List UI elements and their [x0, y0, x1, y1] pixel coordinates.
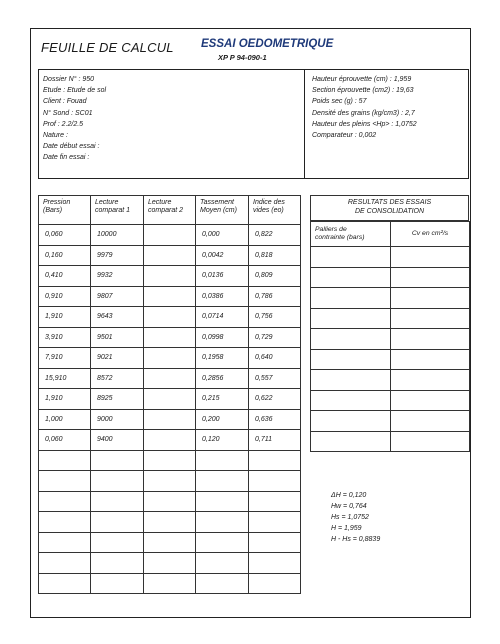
- results-row: [311, 329, 470, 350]
- table-cell: [144, 286, 196, 307]
- results-cell: [391, 411, 470, 432]
- table-cell: [144, 368, 196, 389]
- table-cell: [91, 532, 144, 553]
- specimen-height: Hauteur éprouvette (cm) : 1,959: [312, 76, 412, 83]
- table-cell: [144, 553, 196, 574]
- table-cell: [196, 512, 249, 533]
- table-row: [39, 450, 301, 471]
- table-cell: 9501: [91, 327, 144, 348]
- results-row: [311, 431, 470, 452]
- column-header-line: Pression: [43, 199, 71, 206]
- table-cell: 1,000: [39, 409, 91, 430]
- table-cell: [196, 573, 249, 594]
- table-row: [39, 409, 301, 430]
- results-cell: [391, 308, 470, 329]
- hs-value: Hs = 1,0752: [331, 514, 369, 521]
- table-cell: 7,910: [39, 348, 91, 369]
- table-row: [39, 368, 301, 389]
- table-cell: [249, 512, 301, 533]
- table-cell: [144, 409, 196, 430]
- table-cell: 0,410: [39, 266, 91, 287]
- table-cell: [39, 573, 91, 594]
- specimen-section: Section éprouvette (cm2) : 19,63: [312, 87, 414, 95]
- table-cell: 9400: [91, 430, 144, 451]
- table-cell: 0,060: [39, 225, 91, 246]
- results-row: [311, 247, 470, 268]
- standard-reference: XP P 94-090-1: [218, 53, 267, 62]
- table-row: [39, 471, 301, 492]
- table-cell: [196, 450, 249, 471]
- table-cell: 3,910: [39, 327, 91, 348]
- results-cell: [311, 288, 391, 309]
- column-header-line: (Bars): [43, 207, 63, 214]
- table-cell: 9021: [91, 348, 144, 369]
- table-cell: [144, 225, 196, 246]
- table-cell: [91, 553, 144, 574]
- table-cell: [39, 553, 91, 574]
- table-cell: 0,060: [39, 430, 91, 451]
- stress-steps-header-line2: contrainte (bars): [315, 234, 365, 241]
- results-cell: [391, 288, 470, 309]
- table-cell: [249, 553, 301, 574]
- cv-header: Cv en cm²/s: [391, 222, 470, 247]
- table-cell: [39, 491, 91, 512]
- table-cell: 0,0386: [196, 286, 249, 307]
- end-date: Date fin essai :: [43, 154, 90, 162]
- column-header: [91, 196, 144, 225]
- table-row: [39, 307, 301, 328]
- column-header-line: Moyen (cm): [200, 207, 237, 214]
- table-cell: 15,910: [39, 368, 91, 389]
- table-cell: [249, 532, 301, 553]
- table-cell: [39, 512, 91, 533]
- column-header-line: Lecture: [95, 199, 119, 206]
- column-header: [249, 196, 301, 225]
- table-cell: [39, 471, 91, 492]
- results-cell: [311, 390, 391, 411]
- results-row: [311, 349, 470, 370]
- results-cell: [311, 349, 391, 370]
- table-cell: 9979: [91, 245, 144, 266]
- table-cell: 0,557: [249, 368, 301, 389]
- table-cell: 0,910: [39, 286, 91, 307]
- table-row: [39, 245, 301, 266]
- table-cell: 0,0998: [196, 327, 249, 348]
- table-cell: [39, 532, 91, 553]
- delta-h: ΔH = 0,120: [331, 492, 367, 499]
- sample-info-right: [312, 74, 417, 141]
- results-cell: [311, 431, 391, 452]
- etude: Etude : Etude de sol: [43, 87, 107, 95]
- column-header-line: Lecture: [148, 199, 172, 206]
- results-cell: [311, 247, 391, 268]
- table-cell: [249, 491, 301, 512]
- results-cell: [311, 267, 391, 288]
- results-cell: [391, 329, 470, 350]
- table-row: [39, 491, 301, 512]
- table-cell: 0,786: [249, 286, 301, 307]
- table-cell: 1,910: [39, 389, 91, 410]
- table-cell: 0,729: [249, 327, 301, 348]
- table-cell: 0,622: [249, 389, 301, 410]
- table-cell: [196, 491, 249, 512]
- measurements-table: [38, 195, 301, 594]
- table-cell: [39, 450, 91, 471]
- table-cell: 0,200: [196, 409, 249, 430]
- results-row: [311, 390, 470, 411]
- table-cell: [196, 471, 249, 492]
- table-row: [39, 266, 301, 287]
- table-cell: [144, 450, 196, 471]
- h-value: H = 1,959: [331, 525, 362, 532]
- table-cell: [249, 450, 301, 471]
- table-cell: 10000: [91, 225, 144, 246]
- table-cell: [196, 553, 249, 574]
- table-cell: [144, 245, 196, 266]
- table-cell: [91, 512, 144, 533]
- grain-density: Densité des grains (kg/cm3) : 2,7: [312, 109, 415, 117]
- table-cell: 0,215: [196, 389, 249, 410]
- results-cell: [391, 370, 470, 391]
- table-cell: [91, 573, 144, 594]
- table-cell: 0,822: [249, 225, 301, 246]
- measurements-header-row: [39, 196, 301, 225]
- client: Client : Fouad: [43, 98, 87, 106]
- summary-values: [331, 490, 380, 545]
- results-cell: [391, 349, 470, 370]
- results-row: [311, 308, 470, 329]
- table-row: [39, 327, 301, 348]
- start-date: Date début essai :: [43, 143, 100, 151]
- table-row: [39, 430, 301, 451]
- table-cell: 0,0714: [196, 307, 249, 328]
- sample-info-left: [43, 74, 106, 164]
- table-cell: [144, 430, 196, 451]
- results-row: [311, 411, 470, 432]
- table-cell: [91, 471, 144, 492]
- table-cell: [144, 327, 196, 348]
- table-row: [39, 389, 301, 410]
- table-cell: 0,640: [249, 348, 301, 369]
- results-cell: [391, 390, 470, 411]
- table-cell: 9643: [91, 307, 144, 328]
- table-cell: [144, 512, 196, 533]
- table-cell: [196, 532, 249, 553]
- table-cell: [91, 450, 144, 471]
- results-row: [311, 288, 470, 309]
- table-cell: 8572: [91, 368, 144, 389]
- results-row: [311, 267, 470, 288]
- table-cell: [144, 307, 196, 328]
- column-header: [144, 196, 196, 225]
- table-cell: 0,0042: [196, 245, 249, 266]
- table-cell: 0,636: [249, 409, 301, 430]
- table-cell: [144, 573, 196, 594]
- nature: Nature :: [43, 132, 68, 140]
- table-cell: [249, 471, 301, 492]
- dry-weight: Poids sec (g) : 57: [312, 98, 367, 106]
- results-cell: [391, 247, 470, 268]
- table-row: [39, 286, 301, 307]
- results-header-row: [311, 222, 470, 247]
- results-cell: [391, 267, 470, 288]
- table-row: [39, 225, 301, 246]
- hw-value: Hw = 0,764: [331, 503, 367, 510]
- results-cell: [311, 411, 391, 432]
- sondage-number: N° Sond : SC01: [43, 109, 93, 117]
- table-cell: 0,809: [249, 266, 301, 287]
- dossier-number: Dossier N° : 950: [43, 76, 95, 83]
- results-title-line2: DE CONSOLIDATION: [354, 208, 425, 215]
- results-cell: [391, 431, 470, 452]
- table-row: [39, 573, 301, 594]
- sheet-title: FEUILLE DE CALCUL: [41, 40, 174, 55]
- stress-steps-header-line1: Palliers de: [315, 226, 347, 233]
- table-cell: 0,2856: [196, 368, 249, 389]
- table-cell: 0,160: [39, 245, 91, 266]
- table-cell: 0,756: [249, 307, 301, 328]
- table-cell: 0,0136: [196, 266, 249, 287]
- table-cell: 0,711: [249, 430, 301, 451]
- table-cell: 0,1958: [196, 348, 249, 369]
- table-cell: 9932: [91, 266, 144, 287]
- depth: Prof : 2.2/2.5: [43, 120, 84, 128]
- results-title-line1: RESULTATS DES ESSAIS: [347, 199, 432, 206]
- table-cell: 9000: [91, 409, 144, 430]
- column-header: [39, 196, 91, 225]
- table-cell: [144, 532, 196, 553]
- column-header-line: vides (eo): [253, 207, 284, 214]
- solids-height: Hauteur des pleins <Hp> : 1,0752: [312, 120, 417, 128]
- results-row: [311, 370, 470, 391]
- table-cell: [249, 573, 301, 594]
- table-cell: 0,000: [196, 225, 249, 246]
- info-divider: [304, 69, 305, 179]
- table-cell: 0,818: [249, 245, 301, 266]
- column-header-line: comparat 1: [95, 207, 131, 214]
- column-header-line: Indice des: [253, 199, 285, 206]
- table-cell: [144, 389, 196, 410]
- column-header: [196, 196, 249, 225]
- test-title: ESSAI OEDOMETRIQUE: [201, 38, 334, 50]
- table-row: [39, 512, 301, 533]
- table-row: [39, 553, 301, 574]
- column-header-line: Tassement: [200, 199, 234, 206]
- stress-steps-header: [311, 222, 391, 247]
- results-cell: [311, 370, 391, 391]
- table-cell: 8925: [91, 389, 144, 410]
- table-cell: 9807: [91, 286, 144, 307]
- results-title: [310, 198, 469, 216]
- consolidation-results-table: [310, 221, 470, 452]
- table-row: [39, 348, 301, 369]
- table-cell: [91, 491, 144, 512]
- h-minus-hs-value: H - Hs = 0,8839: [331, 536, 381, 543]
- column-header-line: comparat 2: [148, 207, 184, 214]
- comparator: Comparateur : 0,002: [312, 132, 377, 140]
- table-cell: 0,120: [196, 430, 249, 451]
- table-row: [39, 532, 301, 553]
- table-cell: [144, 348, 196, 369]
- results-cell: [311, 308, 391, 329]
- table-cell: [144, 491, 196, 512]
- results-cell: [311, 329, 391, 350]
- table-cell: [144, 471, 196, 492]
- table-cell: [144, 266, 196, 287]
- table-cell: 1,910: [39, 307, 91, 328]
